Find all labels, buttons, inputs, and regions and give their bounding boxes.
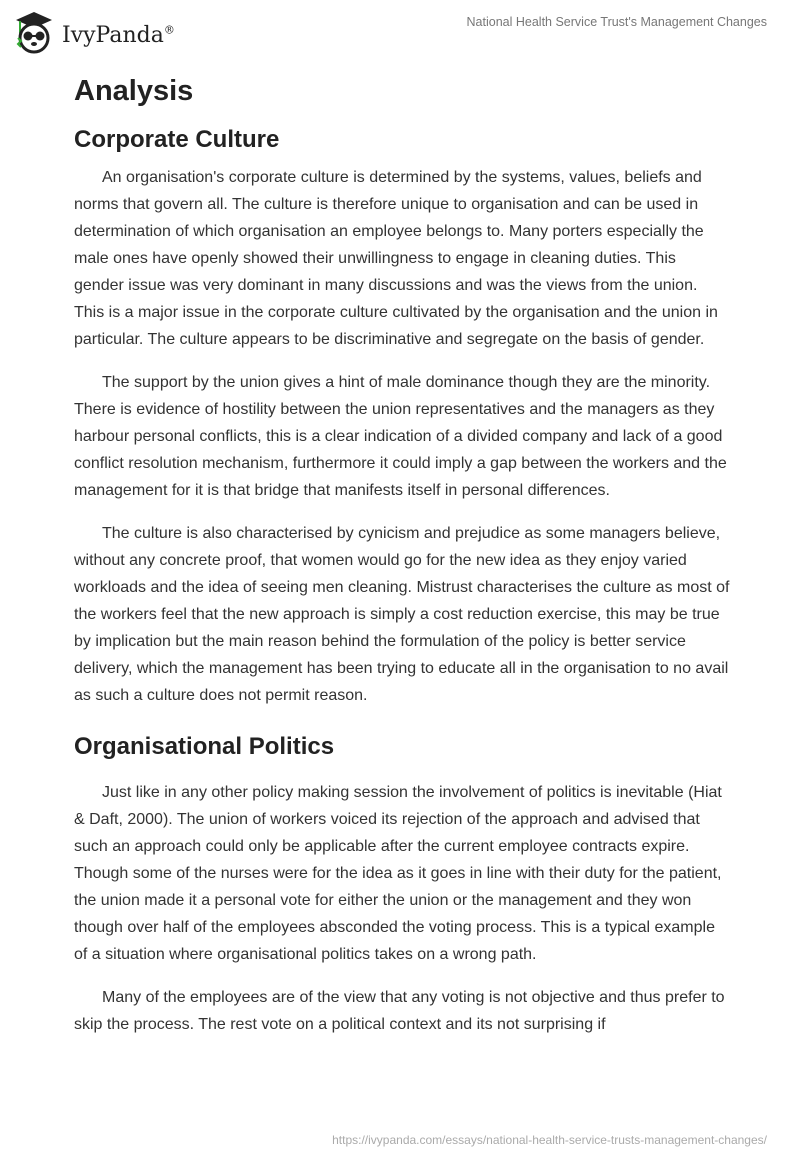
paragraph: An organisation's corporate culture is determined by the systems, values, beliefs and norms that govern all. The culture is therefore unique to organisation and can be used in determination of which organisation an employee belongs to. Many porters especially the male ones have openly showed their unwillingness to engage in cleaning duties. This gender issue was very dominant in many discussions and was the views from the union. This is a major issue in the corporate culture cultivated by the organisation and the union in particular. The culture appears to be discriminative and segregate on the basis of gender. bbox=[74, 169, 718, 348]
section-heading: Corporate Culture bbox=[74, 126, 280, 153]
paragraph: The culture is also characterised by cynicism and prejudice as some managers believe, without any concrete proof, that women would go for the new idea as they enjoy varied workloads and the idea of seeing men cleaning. Mistrust characterises the culture as most of the workers feel that the new approach is simply a cost reduction exercise, this may be true by implication but the main reason behind the formulation of the policy is better service delivery, which the management has been trying to educate all in the organisation to no avail as such a culture does not permit reason. bbox=[74, 525, 730, 704]
document-title: National Health Service Trust's Management Changes bbox=[466, 15, 767, 29]
page-header bbox=[0, 0, 800, 60]
article-content bbox=[74, 70, 730, 1054]
source-url[interactable]: https://ivypanda.com/essays/national-health-service-trusts-management-changes/ bbox=[332, 1133, 767, 1147]
section-heading: Organisational Politics bbox=[74, 733, 335, 760]
page-title: Analysis bbox=[74, 75, 194, 107]
logo-text: IvyPanda® bbox=[62, 22, 175, 48]
panda-logo-icon bbox=[12, 8, 56, 54]
paragraph: Many of the employees are of the view that any voting is not objective and thus prefer to skip the process. The rest vote on a political context and its not surprising if bbox=[74, 989, 725, 1033]
paragraph: The support by the union gives a hint of male dominance though they are the minority. There is evidence of hostility between the union representatives and the managers as they harbour personal conflicts, this is a clear indication of a divided company and lack of a good conflict resolution mechanism, furthermore it could imply a gap between the workers and the management for it is that bridge that manifests itself in personal differences. bbox=[74, 374, 727, 499]
paragraph: Just like in any other policy making session the involvement of politics is inevitable (Hiat & Daft, 2000). The union of workers voiced its rejection of the approach and advised that such an approach could only be applicable after the current employee contracts expire. Though some of the nurses were for the idea as it goes in line with their duty for the patient, the union made it a personal vote for either the union or the management and they won though over half of the employees absconded the voting process. This is a typical example of a situation where organisational politics takes on a wrong path. bbox=[74, 784, 722, 963]
logo[interactable] bbox=[12, 8, 175, 54]
